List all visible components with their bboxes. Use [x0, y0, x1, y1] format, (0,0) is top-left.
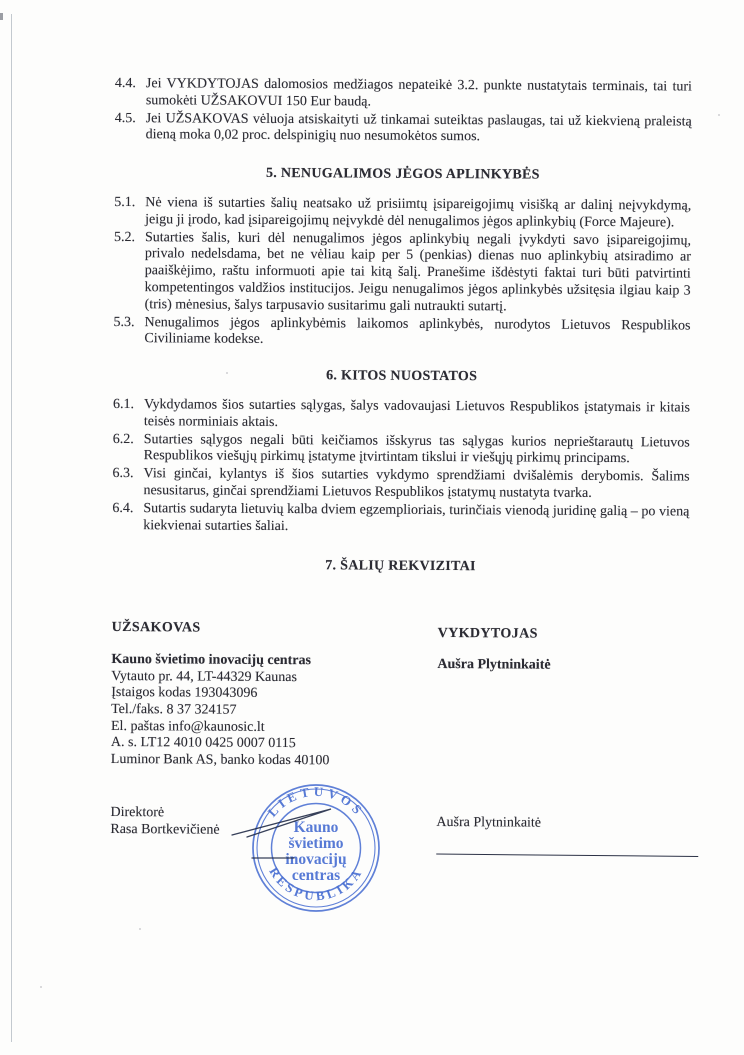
clause-5-2: [114, 230, 692, 318]
clause-6-1: [113, 397, 690, 434]
client-email: El. paštas info@kaunosic.lt: [110, 718, 265, 735]
contractor-signatory-name: Aušra Plytninkaitė: [436, 815, 542, 831]
stamp-center-line-4: centras: [291, 867, 341, 884]
parties-requisites: [111, 620, 689, 772]
client-account: A. s. LT12 4010 0425 0007 0115: [110, 735, 296, 752]
clause-text: Sutarties sąlygos negali būti keičiamos išskyrus tas sąlygas kurios neprieštarautų Lietuvos Respublikos viešųjų pirkimų įstatyme įtvirtintam tikslui ir viešųjų pirkimų principams.: [143, 431, 690, 467]
scan-speck: [718, 114, 720, 116]
clause-number: 5.1.: [114, 194, 136, 211]
stamp-center-line-1: Kauno: [293, 819, 339, 836]
official-stamp: [220, 772, 410, 942]
stamp-arc-bottom-text: RESPUBLIKA: [266, 864, 366, 904]
clause-number: 5.3.: [113, 314, 135, 330]
clause-number: 6.1.: [112, 396, 135, 413]
clause-6-2: [113, 432, 690, 469]
clause-text: Sutarties šalis, kuri dėl nenugalimos jėgos aplinkybių negali įvykdyti savo įsipareigojimų, privalo nedelsdama, bet ne vėliau kaip per 5 (penkias) dienas nuo aplinkybių atsiradimo ar paaiškėjimo, raštu informuoti apie tai kitą šalį. Pranešime išdėstyti faktai turi būti patvirtinti kompetentingos valdžios institucijos. Jeigu nenugalimos jėgos aplinkybės užsitęsia ilgiau kaip 3 (tris) mėnesius, šalys tarpusavio susitarimu gali nutraukti sutartį.: [144, 229, 692, 315]
clause-5-3: [113, 315, 690, 352]
clause-4-4: [115, 76, 692, 113]
clause-text: Sutartis sudaryta lietuvių kalba dviem egzemplioriais, turinčiais vienodą juridinę galią – po vieną kiekvienai sutarties šaliai.: [143, 500, 690, 534]
director-name: Rasa Bortkevičienė: [110, 822, 220, 838]
clause-text: Nenugalimos jėgos aplinkybėmis laikomos aplinkybės, nurodytos Lietuvos Respublikos Civiliniame kodekse.: [144, 314, 691, 348]
clause-text: Visi ginčai, kylantys iš šios sutarties vykdymo sprendžiami dvišalėmis derybomis. Šalims nesusitarus, ginčai sprendžiami Lietuvos Respublikos įstatymų nustatyta tvarka.: [143, 466, 690, 501]
client-address: Vytauto pr. 44, LT-44329 Kaunas: [111, 668, 298, 685]
clause-number: 6.3.: [112, 466, 134, 482]
client-name: Kauno švietimo inovacijų centras: [111, 651, 311, 669]
clause-6-3: [112, 466, 689, 503]
section-heading-6: 6. KITOS NUOSTATOS: [326, 368, 478, 385]
clause-text: Vykdydamos šios sutarties sąlygas, šalys vadovaujasi Lietuvos Respublikos įstatymais ir kitais teisės norminiais aktais.: [143, 397, 691, 430]
clause-number: 5.2.: [113, 229, 136, 245]
scan-artifact: [0, 13, 3, 20]
scan-speck: [40, 986, 42, 988]
contractor-column: [437, 622, 689, 772]
client-bank: Luminor Bank AS, banko kodas 40100: [110, 751, 330, 769]
clause-text: Jei VYKDYTOJAS dalomosios medžiagos nepateikė 3.2. punkte nustatytais terminais, tai turi sumokėti UŽSAKOVUI 150 Eur baudą.: [145, 76, 692, 110]
clause-text: Nė viena iš sutarties šalių neatsako už prisiimtų įsipareigojimų visišką ar dalinį neįvykdymą, jeigu ji įrodo, kad įsipareigojimų neįvykdė dėl nenugalimos jėgos aplinkybių (Force Majeure).: [145, 195, 692, 231]
document-body: [110, 76, 692, 857]
clause-5-1: [114, 195, 691, 232]
scan-speck: [139, 928, 141, 930]
clause-number: 4.4.: [114, 76, 136, 92]
stamp-arc-top-text: LIETUVOS: [264, 783, 368, 820]
clause-4-5: [115, 111, 692, 148]
client-label: UŽSAKOVAS: [111, 620, 201, 636]
stamp-center-line-3: inovacijų: [285, 851, 347, 868]
clause-text: Jei UŽSAKOVAS vėluoja atsiskaityti už tinkamai suteiktas paslaugas, tai už kiekvieną praleistą dieną moka 0,02 proc. delspinigių nuo nesumokėtos sumos.: [145, 110, 692, 145]
director-title: Direktorė: [110, 805, 165, 821]
section-heading-7: 7. ŠALIŲ REKVIZITAI: [325, 558, 476, 575]
section-heading-5: 5. NENUGALIMOS JĖGOS APLINKYBĖS: [265, 166, 540, 183]
stamp-svg: [220, 772, 410, 942]
contractor-label: VYKDYTOJAS: [437, 626, 538, 642]
clause-number: 4.5.: [114, 110, 136, 126]
contractor-name: Aušra Plytninkaitė: [437, 656, 551, 673]
contractor-signature-block: [436, 807, 698, 856]
clause-6-4: [112, 501, 689, 538]
scan-edge-line: [11, 14, 12, 1042]
signature-line: [436, 854, 698, 858]
clause-number: 6.4.: [112, 500, 134, 516]
client-company-code: Įstaigos kodas 193043096: [111, 685, 258, 702]
client-column: [111, 620, 438, 770]
stamp-center-line-2: švietimo: [288, 835, 344, 852]
clause-number: 6.2.: [112, 431, 134, 447]
client-phone: Tel./faks. 8 37 324157: [111, 701, 237, 718]
